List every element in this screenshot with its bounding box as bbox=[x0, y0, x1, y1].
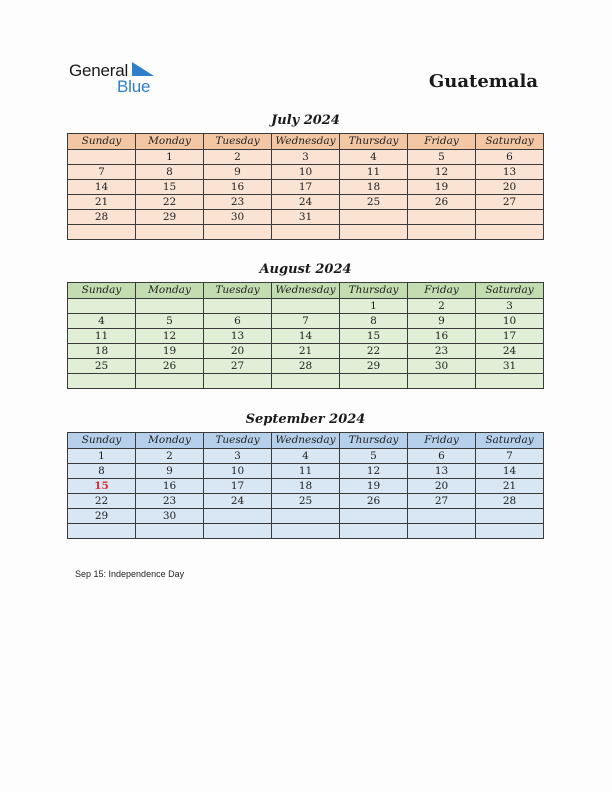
day-cell: 26 bbox=[136, 359, 204, 374]
weekday-saturday: Saturday bbox=[476, 433, 544, 449]
empty-day-cell bbox=[272, 225, 340, 240]
day-cell: 10 bbox=[272, 165, 340, 180]
day-cell: 24 bbox=[272, 195, 340, 210]
day-cell: 5 bbox=[408, 150, 476, 165]
week-row bbox=[68, 494, 544, 509]
day-cell: 19 bbox=[340, 479, 408, 494]
day-cell: 18 bbox=[272, 479, 340, 494]
weekday-tuesday: Tuesday bbox=[204, 283, 272, 299]
empty-day-cell bbox=[204, 374, 272, 389]
empty-day-cell bbox=[340, 374, 408, 389]
day-cell: 18 bbox=[340, 180, 408, 195]
weekday-tuesday: Tuesday bbox=[204, 134, 272, 150]
weekday-monday: Monday bbox=[136, 134, 204, 150]
day-cell: 4 bbox=[340, 150, 408, 165]
day-cell: 23 bbox=[204, 195, 272, 210]
week-row bbox=[68, 509, 544, 524]
empty-day-cell bbox=[204, 509, 272, 524]
empty-day-cell bbox=[68, 524, 136, 539]
empty-day-cell bbox=[272, 374, 340, 389]
week-row bbox=[68, 329, 544, 344]
day-cell: 7 bbox=[476, 449, 544, 464]
weekday-monday: Monday bbox=[136, 433, 204, 449]
weekday-wednesday: Wednesday bbox=[272, 433, 340, 449]
week-row bbox=[68, 150, 544, 165]
day-cell: 6 bbox=[204, 314, 272, 329]
empty-day-cell bbox=[408, 509, 476, 524]
day-cell: 14 bbox=[68, 180, 136, 195]
day-cell: 20 bbox=[476, 180, 544, 195]
day-cell: 19 bbox=[136, 344, 204, 359]
week-row bbox=[68, 180, 544, 195]
day-cell: 28 bbox=[272, 359, 340, 374]
day-cell: 15 bbox=[136, 180, 204, 195]
day-cell: 6 bbox=[408, 449, 476, 464]
logo-text-general: General bbox=[69, 61, 129, 80]
logo-triangle-icon bbox=[132, 62, 154, 76]
day-cell: 12 bbox=[408, 165, 476, 180]
day-cell: 11 bbox=[340, 165, 408, 180]
empty-day-cell bbox=[204, 299, 272, 314]
day-cell: 4 bbox=[68, 314, 136, 329]
day-cell: 22 bbox=[340, 344, 408, 359]
weekday-wednesday: Wednesday bbox=[272, 283, 340, 299]
day-cell: 13 bbox=[408, 464, 476, 479]
day-cell: 24 bbox=[476, 344, 544, 359]
empty-day-cell bbox=[272, 509, 340, 524]
weekday-saturday: Saturday bbox=[476, 283, 544, 299]
calendar-september bbox=[67, 432, 544, 539]
day-cell: 9 bbox=[136, 464, 204, 479]
generalblue-logo bbox=[69, 61, 169, 97]
day-cell: 2 bbox=[408, 299, 476, 314]
month-title-august: August 2024 bbox=[259, 262, 352, 277]
empty-day-cell bbox=[204, 524, 272, 539]
empty-day-cell bbox=[340, 210, 408, 225]
day-cell: 27 bbox=[204, 359, 272, 374]
holiday-note: Sep 15: Independence Day bbox=[75, 569, 185, 579]
empty-day-cell bbox=[272, 299, 340, 314]
day-cell: 3 bbox=[476, 299, 544, 314]
day-cell: 11 bbox=[272, 464, 340, 479]
day-cell: 15 bbox=[340, 329, 408, 344]
day-cell: 13 bbox=[476, 165, 544, 180]
empty-day-cell bbox=[272, 524, 340, 539]
day-cell: 13 bbox=[204, 329, 272, 344]
day-cell: 26 bbox=[340, 494, 408, 509]
day-cell: 7 bbox=[68, 165, 136, 180]
empty-day-cell bbox=[136, 299, 204, 314]
day-cell: 30 bbox=[408, 359, 476, 374]
day-cell: 24 bbox=[204, 494, 272, 509]
empty-day-cell bbox=[340, 509, 408, 524]
day-cell: 29 bbox=[68, 509, 136, 524]
week-row bbox=[68, 524, 544, 539]
day-cell: 17 bbox=[476, 329, 544, 344]
day-cell: 27 bbox=[476, 195, 544, 210]
weekday-thursday: Thursday bbox=[340, 134, 408, 150]
day-cell: 7 bbox=[272, 314, 340, 329]
weekday-friday: Friday bbox=[408, 283, 476, 299]
day-cell: 14 bbox=[476, 464, 544, 479]
day-cell: 8 bbox=[340, 314, 408, 329]
holiday-day-cell: 15 bbox=[68, 479, 136, 494]
day-cell: 1 bbox=[68, 449, 136, 464]
empty-day-cell bbox=[68, 150, 136, 165]
empty-day-cell bbox=[68, 299, 136, 314]
day-cell: 28 bbox=[476, 494, 544, 509]
day-cell: 22 bbox=[68, 494, 136, 509]
weekday-tuesday: Tuesday bbox=[204, 433, 272, 449]
day-cell: 3 bbox=[272, 150, 340, 165]
day-cell: 25 bbox=[340, 195, 408, 210]
day-cell: 20 bbox=[204, 344, 272, 359]
empty-day-cell bbox=[136, 524, 204, 539]
weekday-friday: Friday bbox=[408, 134, 476, 150]
empty-day-cell bbox=[408, 210, 476, 225]
empty-day-cell bbox=[476, 374, 544, 389]
day-cell: 23 bbox=[136, 494, 204, 509]
weekday-monday: Monday bbox=[136, 283, 204, 299]
day-cell: 17 bbox=[272, 180, 340, 195]
logo-text-blue: Blue bbox=[117, 77, 151, 96]
day-cell: 18 bbox=[68, 344, 136, 359]
day-cell: 1 bbox=[136, 150, 204, 165]
week-row bbox=[68, 210, 544, 225]
week-row bbox=[68, 479, 544, 494]
weekday-thursday: Thursday bbox=[340, 283, 408, 299]
week-row bbox=[68, 464, 544, 479]
day-cell: 21 bbox=[476, 479, 544, 494]
empty-day-cell bbox=[136, 225, 204, 240]
day-cell: 28 bbox=[68, 210, 136, 225]
day-cell: 14 bbox=[272, 329, 340, 344]
weekday-sunday: Sunday bbox=[68, 283, 136, 299]
empty-day-cell bbox=[408, 524, 476, 539]
empty-day-cell bbox=[68, 225, 136, 240]
weekday-sunday: Sunday bbox=[68, 433, 136, 449]
day-cell: 25 bbox=[272, 494, 340, 509]
empty-day-cell bbox=[476, 524, 544, 539]
day-cell: 31 bbox=[272, 210, 340, 225]
day-cell: 23 bbox=[408, 344, 476, 359]
day-cell: 6 bbox=[476, 150, 544, 165]
country-title: Guatemala bbox=[428, 71, 538, 92]
weekday-header-row bbox=[68, 433, 544, 449]
day-cell: 11 bbox=[68, 329, 136, 344]
day-cell: 9 bbox=[408, 314, 476, 329]
day-cell: 30 bbox=[136, 509, 204, 524]
day-cell: 5 bbox=[136, 314, 204, 329]
empty-day-cell bbox=[408, 374, 476, 389]
weekday-header-row bbox=[68, 134, 544, 150]
day-cell: 4 bbox=[272, 449, 340, 464]
week-row bbox=[68, 344, 544, 359]
day-cell: 29 bbox=[136, 210, 204, 225]
day-cell: 26 bbox=[408, 195, 476, 210]
day-cell: 21 bbox=[272, 344, 340, 359]
day-cell: 25 bbox=[68, 359, 136, 374]
empty-day-cell bbox=[136, 374, 204, 389]
week-row bbox=[68, 374, 544, 389]
empty-day-cell bbox=[340, 225, 408, 240]
day-cell: 19 bbox=[408, 180, 476, 195]
day-cell: 29 bbox=[340, 359, 408, 374]
week-row bbox=[68, 195, 544, 210]
weekday-sunday: Sunday bbox=[68, 134, 136, 150]
day-cell: 20 bbox=[408, 479, 476, 494]
day-cell: 27 bbox=[408, 494, 476, 509]
weekday-wednesday: Wednesday bbox=[272, 134, 340, 150]
empty-day-cell bbox=[68, 374, 136, 389]
empty-day-cell bbox=[476, 225, 544, 240]
week-row bbox=[68, 359, 544, 374]
day-cell: 2 bbox=[136, 449, 204, 464]
day-cell: 30 bbox=[204, 210, 272, 225]
month-title-september: September 2024 bbox=[245, 412, 366, 427]
day-cell: 8 bbox=[68, 464, 136, 479]
week-row bbox=[68, 165, 544, 180]
empty-day-cell bbox=[476, 210, 544, 225]
day-cell: 10 bbox=[204, 464, 272, 479]
day-cell: 5 bbox=[340, 449, 408, 464]
day-cell: 21 bbox=[68, 195, 136, 210]
month-title-july: July 2024 bbox=[271, 113, 340, 128]
week-row bbox=[68, 299, 544, 314]
weekday-friday: Friday bbox=[408, 433, 476, 449]
day-cell: 10 bbox=[476, 314, 544, 329]
day-cell: 3 bbox=[204, 449, 272, 464]
day-cell: 31 bbox=[476, 359, 544, 374]
empty-day-cell bbox=[204, 225, 272, 240]
day-cell: 17 bbox=[204, 479, 272, 494]
day-cell: 9 bbox=[204, 165, 272, 180]
day-cell: 12 bbox=[136, 329, 204, 344]
empty-day-cell bbox=[476, 509, 544, 524]
day-cell: 16 bbox=[204, 180, 272, 195]
day-cell: 16 bbox=[136, 479, 204, 494]
day-cell: 8 bbox=[136, 165, 204, 180]
day-cell: 22 bbox=[136, 195, 204, 210]
calendar-august bbox=[67, 282, 544, 389]
day-cell: 1 bbox=[340, 299, 408, 314]
day-cell: 12 bbox=[340, 464, 408, 479]
empty-day-cell bbox=[408, 225, 476, 240]
weekday-saturday: Saturday bbox=[476, 134, 544, 150]
week-row bbox=[68, 449, 544, 464]
empty-day-cell bbox=[340, 524, 408, 539]
day-cell: 16 bbox=[408, 329, 476, 344]
calendar-july bbox=[67, 133, 544, 240]
weekday-thursday: Thursday bbox=[340, 433, 408, 449]
week-row bbox=[68, 314, 544, 329]
weekday-header-row bbox=[68, 283, 544, 299]
week-row bbox=[68, 225, 544, 240]
day-cell: 2 bbox=[204, 150, 272, 165]
